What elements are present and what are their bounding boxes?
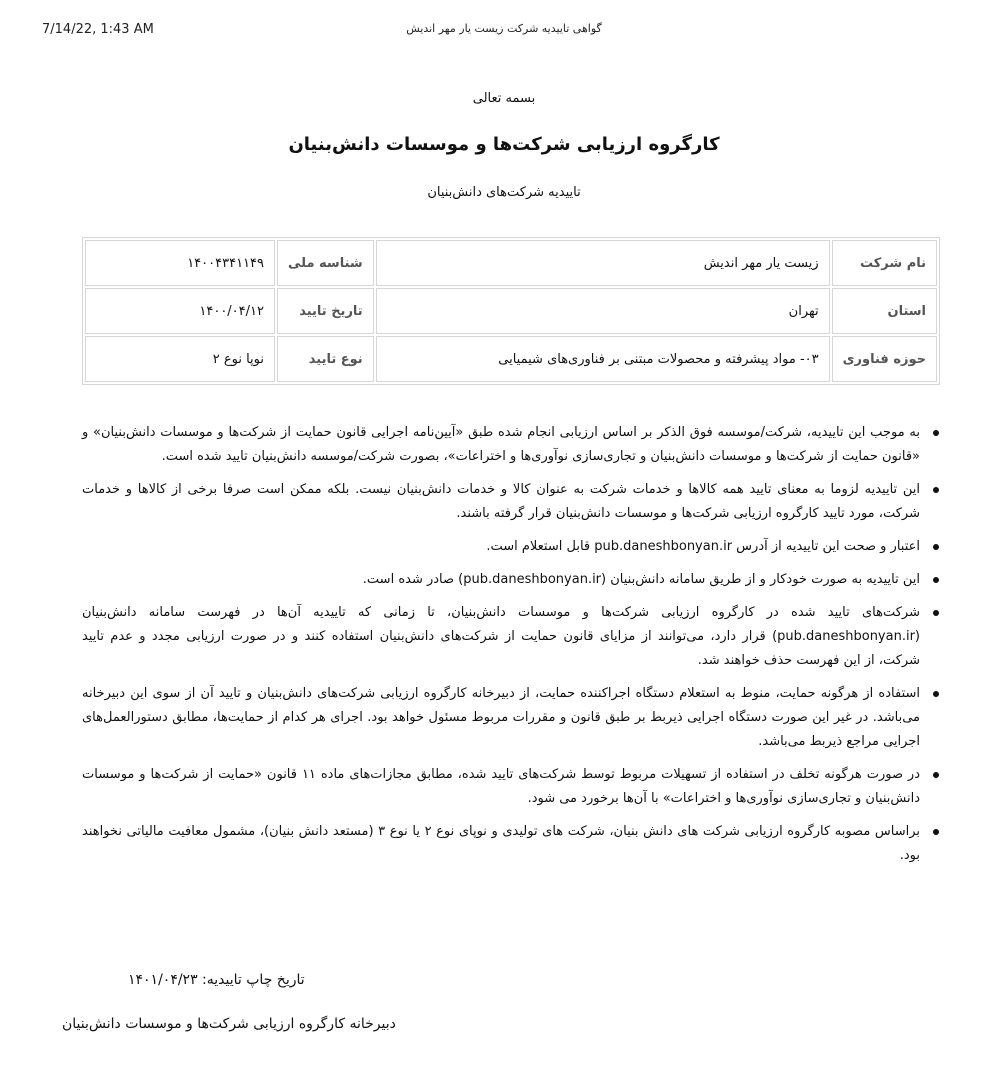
- page-subtitle: تاییدیه شرکت‌های دانش‌بنیان: [427, 185, 581, 200]
- document-header-title: گواهی تاییدیه شرکت زیست یار مهر اندیش: [406, 22, 602, 35]
- tech-field-label: حوزه فناوری: [832, 336, 937, 382]
- terms-list: [82, 421, 940, 877]
- table-row: [85, 288, 937, 334]
- list-item: استفاده از هرگونه حمایت، منوط به استعلام دستگاه اجراکننده حمایت، از دبیرخانه کارگروه ارزیابی شرکت‌های دانش‌بنیان و تایید آن از سوی این دبیرخانه می‌باشد. در غیر این صورت دستگاه اجرایی ذیربط بر طبق قانون و مقررات مربوط مسئول خواهد بود. اجرای هر کدام از حمایت‌ها، مطابق دستورالعمل‌های اجرایی مراجع ذیربط می‌باشد.: [82, 682, 940, 754]
- secretariat-signature: دبیرخانه کارگروه ارزیابی شرکت‌ها و موسسات دانش‌بنیان: [62, 1016, 396, 1032]
- approval-type-label: نوع تایید: [277, 336, 374, 382]
- list-item: به موجب این تاییدیه، شرکت/موسسه فوق الذکر بر اساس ارزیابی انجام شده طبق «آیین‌نامه اجرایی قانون حمایت از شرکت‌ها و موسسات دانش‌بنیان» و «قانون حمایت از شرکت‌ها و موسسات دانش‌بنیان و تجاری‌سازی نوآوری‌ها و اختراعات»، بصورت شرکت/موسسه دانش‌بنیان تایید شده است.: [82, 421, 940, 469]
- page-title: کارگروه ارزیابی شرکت‌ها و موسسات دانش‌بنیان: [288, 134, 720, 155]
- province-value: تهران: [376, 288, 830, 334]
- list-item: اعتبار و صحت این تاییدیه از آدرس pub.daneshbonyan.ir قابل استعلام است.: [82, 535, 940, 559]
- province-label: استان: [832, 288, 937, 334]
- company-info-table: [82, 237, 940, 385]
- list-item: این تاییدیه لزوما به معنای تایید همه کالاها و خدمات شرکت به عنوان کالا و خدمات دانش‌بنیان نیست. بلکه ممکن است صرفا برخی از کالاها و خدمات شرکت، مورد تایید کارگروه ارزیابی شرکت‌ها و موسسات دانش‌بنیان قرار گرفته باشند.: [82, 478, 940, 526]
- list-item: این تاییدیه به صورت خودکار و از طریق سامانه دانش‌بنیان (pub.daneshbonyan.ir) صادر شده است.: [82, 568, 940, 592]
- table-row: [85, 336, 937, 382]
- list-item: براساس مصوبه کارگروه ارزیابی شرکت های دانش بنیان، شرکت های تولیدی و نوپای نوع ۲ یا نوع ۳ (مستعد دانش بنیان)، مشمول معافیت مالیاتی نخواهند بود.: [82, 820, 940, 868]
- print-datetime: 7/14/22, 1:43 AM: [42, 22, 154, 37]
- company-name-value: زیست یار مهر اندیش: [376, 240, 830, 286]
- approval-date-label: تاریخ تایید: [277, 288, 374, 334]
- company-name-label: نام شرکت: [832, 240, 937, 286]
- approval-date-value: ۱۴۰۰/۰۴/۱۲: [85, 288, 275, 334]
- print-date-footer: تاریخ چاپ تاییدیه: ۱۴۰۱/۰۴/۲۳: [128, 972, 305, 988]
- table-row: [85, 240, 937, 286]
- national-id-value: ۱۴۰۰۴۳۴۱۱۴۹: [85, 240, 275, 286]
- basmala: بسمه تعالی: [472, 91, 536, 106]
- list-item: شرکت‌های تایید شده در کارگروه ارزیابی شرکت‌ها و موسسات دانش‌بنیان، تا زمانی که تاییدیه آن‌ها در فهرست سامانه دانش‌بنیان (pub.daneshbonyan.ir) قرار دارد، می‌توانند از مزایای قانون حمایت از شرکت‌های دانش‌بنیان استفاده کنند و در صورت ارزیابی مجدد و عدم تایید شرکت، از این فهرست حذف خواهند شد.: [82, 601, 940, 673]
- list-item: در صورت هرگونه تخلف در استفاده از تسهیلات مربوط توسط شرکت‌های تایید شده، مطابق مجازات‌های ماده ۱۱ قانون «حمایت از شرکت‌ها و موسسات دانش‌بنیان و تجاری‌سازی نوآوری‌ها و اختراعات» با آن‌ها برخورد می شود.: [82, 763, 940, 811]
- tech-field-value: ۰۳- مواد پیشرفته و محصولات مبتنی بر فناوری‌های شیمیایی: [376, 336, 830, 382]
- approval-type-value: نوپا نوع ۲: [85, 336, 275, 382]
- national-id-label: شناسه ملی: [277, 240, 374, 286]
